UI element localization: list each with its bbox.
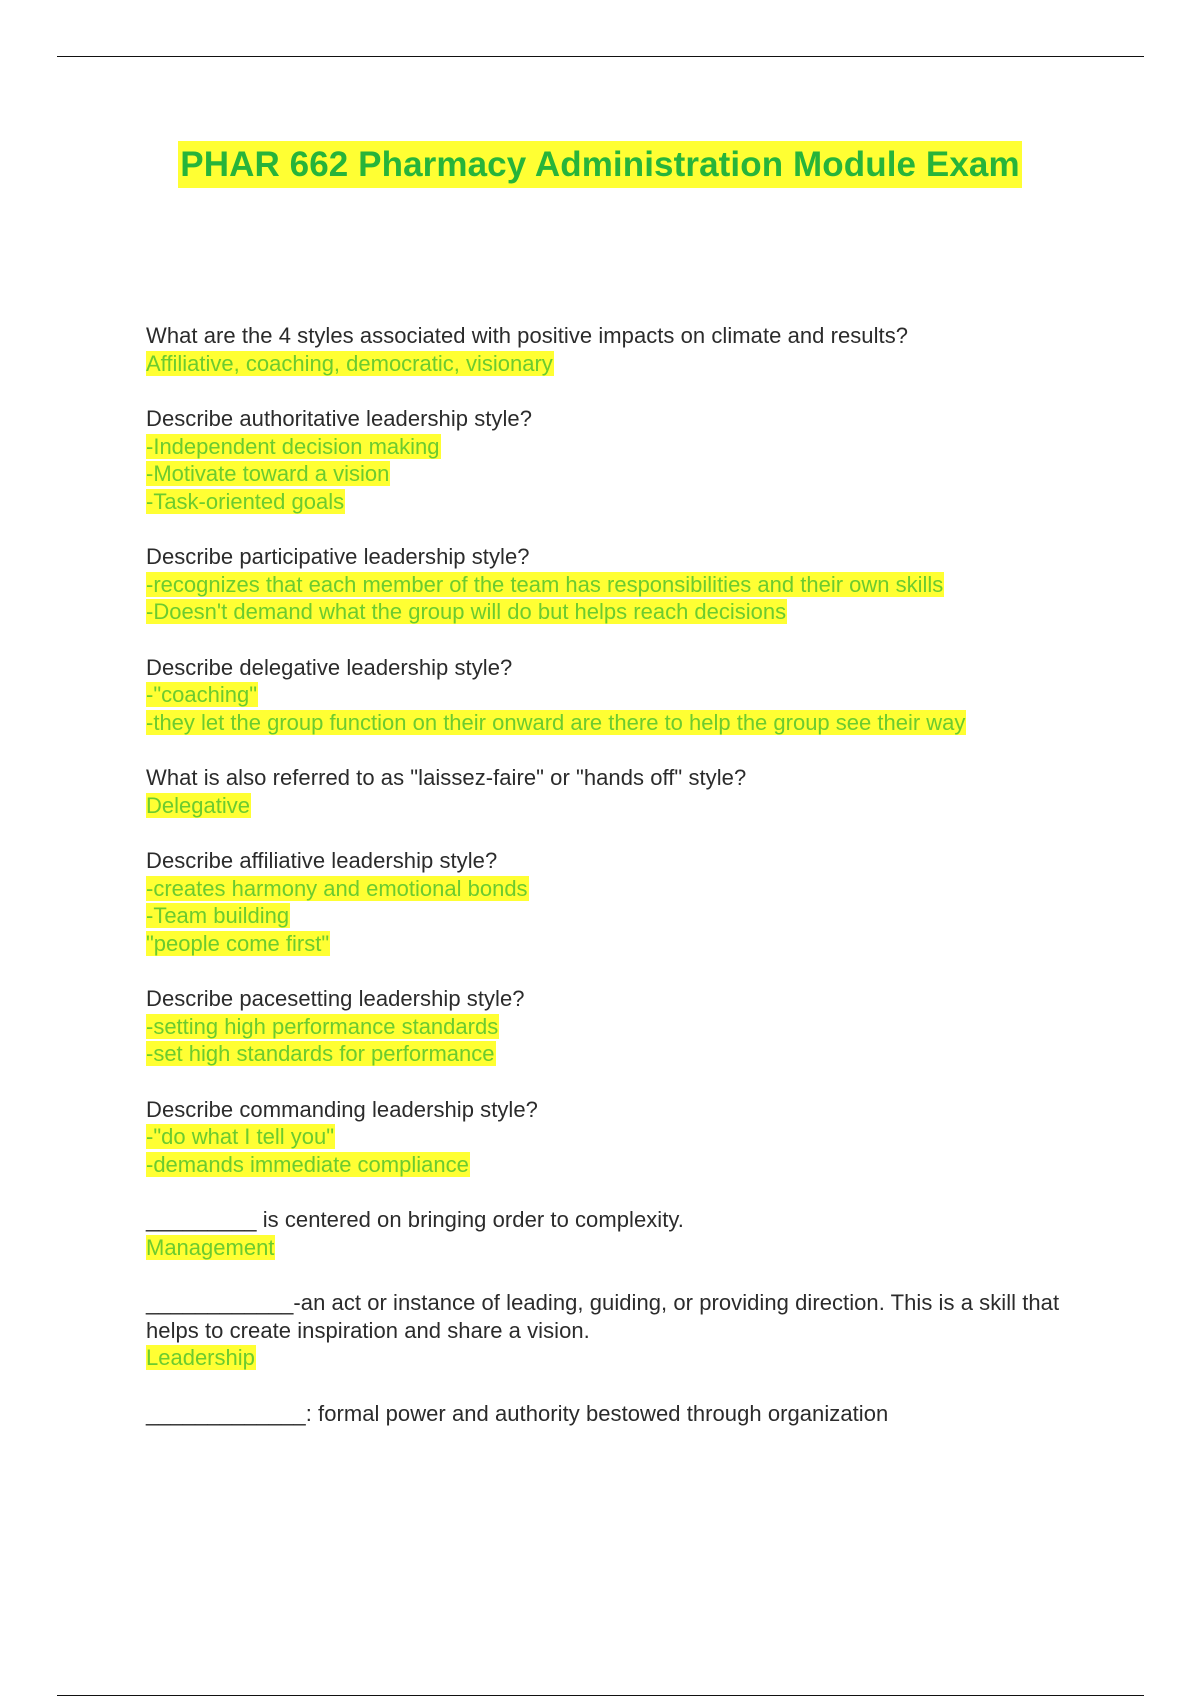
question-text: Describe affiliative leadership style? <box>146 848 498 873</box>
answer-list <box>146 1234 1086 1262</box>
question-text: Describe delegative leadership style? <box>146 654 513 680</box>
qa-item <box>146 1206 1086 1261</box>
answer-highlight: -setting high performance standards <box>146 1013 499 1039</box>
qa-list <box>146 322 1086 1455</box>
qa-item <box>146 1400 1086 1428</box>
answer-list <box>146 350 1086 378</box>
answer-highlight: -Team building <box>146 903 290 928</box>
qa-item <box>146 847 1086 957</box>
answer-line <box>146 930 1086 958</box>
answer-line <box>146 1040 1086 1068</box>
answer-highlight: Management <box>146 1234 275 1260</box>
answer-highlight: -recognizes that each member of the team has responsibilities and their own skills <box>146 571 944 597</box>
question-text: What is also referred to as "laissez-faire" or "hands off" style? <box>146 765 747 790</box>
answer-line <box>146 792 1086 820</box>
answer-line <box>146 1344 1086 1372</box>
answer-line <box>146 598 1086 626</box>
qa-item <box>146 764 1086 819</box>
answer-highlight: -demands immediate compliance <box>146 1151 469 1177</box>
answer-highlight: Leadership <box>146 1345 255 1370</box>
answer-line <box>146 875 1086 903</box>
answer-highlight: -set high standards for performance <box>146 1041 495 1066</box>
bottom-rule <box>57 1695 1144 1696</box>
qa-item <box>146 1096 1086 1179</box>
question-text: _____________: formal power and authority bestowed through organization <box>146 1400 889 1426</box>
answer-line <box>146 433 1086 461</box>
question-text: Describe commanding leadership style? <box>146 1096 538 1122</box>
answer-list <box>146 1013 1086 1068</box>
answer-list <box>146 1344 1086 1372</box>
answer-highlight: -Task-oriented goals <box>146 488 345 514</box>
answer-line <box>146 1123 1086 1151</box>
answer-line <box>146 681 1086 709</box>
answer-line <box>146 460 1086 488</box>
answer-line <box>146 1013 1086 1041</box>
answer-line <box>146 709 1086 737</box>
qa-item <box>146 322 1086 377</box>
qa-item <box>146 405 1086 515</box>
title-container <box>0 141 1200 188</box>
answer-line <box>146 1234 1086 1262</box>
question-text: What are the 4 styles associated with positive impacts on climate and results? <box>146 323 909 348</box>
answer-highlight: -Motivate toward a vision <box>146 461 390 486</box>
answer-highlight: Delegative <box>146 792 250 818</box>
answer-line <box>146 571 1086 599</box>
answer-highlight: -"coaching" <box>146 682 258 707</box>
answer-highlight: -Independent decision making <box>146 433 440 459</box>
answer-line <box>146 350 1086 378</box>
question-text: ____________-an act or instance of leading, guiding, or providing direction. This is a skill that helps to create inspiration and share a vision. <box>146 1290 1060 1343</box>
answer-highlight: Affiliative, coaching, democratic, visionary <box>146 350 553 376</box>
answer-line <box>146 1151 1086 1179</box>
qa-item <box>146 1289 1086 1372</box>
answer-highlight: "people come first" <box>146 930 330 956</box>
answer-list <box>146 681 1086 736</box>
top-rule <box>57 56 1144 57</box>
question-text: _________ is centered on bringing order to complexity. <box>146 1207 684 1232</box>
answer-highlight: -Doesn't demand what the group will do but helps reach decisions <box>146 599 787 624</box>
answer-list <box>146 1123 1086 1178</box>
answer-highlight: -creates harmony and emotional bonds <box>146 875 528 901</box>
answer-list <box>146 433 1086 516</box>
answer-line <box>146 902 1086 930</box>
question-text: Describe pacesetting leadership style? <box>146 986 525 1011</box>
answer-highlight: -they let the group function on their onward are there to help the group see their way <box>146 709 966 735</box>
document-title: PHAR 662 Pharmacy Administration Module Exam <box>178 141 1021 188</box>
answer-highlight: -"do what I tell you" <box>146 1124 335 1149</box>
qa-item <box>146 985 1086 1068</box>
qa-item <box>146 654 1086 737</box>
answer-list <box>146 875 1086 958</box>
answer-line <box>146 488 1086 516</box>
answer-list <box>146 571 1086 626</box>
question-text: Describe participative leadership style? <box>146 544 530 569</box>
qa-item <box>146 543 1086 626</box>
question-text: Describe authoritative leadership style? <box>146 406 532 431</box>
answer-list <box>146 792 1086 820</box>
